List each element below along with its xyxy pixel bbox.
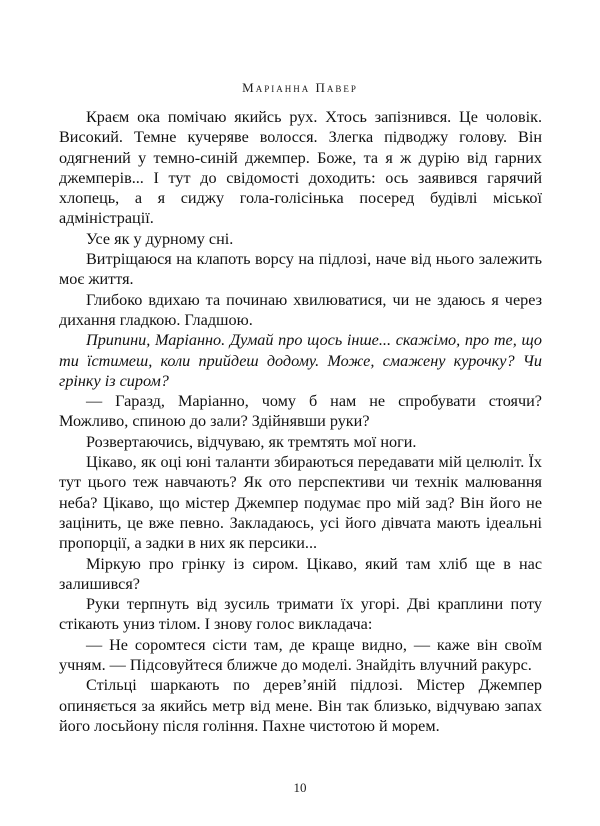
paragraph-dialogue: — Гаразд, Маріанно, чому б нам не спробувати стоячи? Можливо, спиною до зали? Здійнявши руки? <box>59 392 542 431</box>
running-header-author: Маріанна Павер <box>242 80 358 95</box>
paragraph: Усе як у дурному сні. <box>86 229 234 248</box>
paragraph: Міркую про грінку із сиром. Цікаво, який там хліб ще в нас залишився? <box>59 554 542 593</box>
paragraph-inner-monologue: Припини, Маріанно. Думай про щось інше... скажімо, про те, що ти їстимеш, коли прийдеш додому. Може, смажену курочку? Чи грінку із сиром? <box>59 331 542 390</box>
paragraph: Руки терпнуть від зусиль тримати їх угорі. Дві краплини поту стікають униз тілом. І знову голос викладача: <box>59 595 542 634</box>
paragraph-dialogue: — Не соромтеся сісти там, де краще видно, — каже він своїм учням. — Підсовуйтеся ближче до моделі. Знайдіть влучний ракурс. <box>59 635 542 675</box>
paragraph: Краєм ока помічаю якийсь рух. Хтось запізнився. Це чоловік. Високий. Темне кучеряве волосся. Злегка підводжу голову. Він одягнений у темно-синій джемпер. Боже, та я ж дурію від гарних джемперів... І тут до свідомості доходить: ось заявився гарячий хлопець, а я сиджу гола-голісінька посеред будівлі міської адміністрації. <box>59 108 542 228</box>
page-number: 10 <box>293 780 307 795</box>
paragraph: Цікаво, як оці юні таланти збираються передавати мій целюліт. Їх тут цього теж навчають? Як ото перспективи чи технік малювання неба? Цікаво, що містер Джемпер подумає про мій зад? Він його не зацінить, це вже певно. Закладаюсь, усі його дівчата мають ідеальні пропорції, а задки в них як персики... <box>59 453 542 553</box>
paragraph: Розвертаючись, відчуваю, як тремтять мої ноги. <box>86 432 417 451</box>
paragraph: Глибоко вдихаю та починаю хвилюватися, чи не здаюсь я через дихання гладкою. Гладшою. <box>59 290 542 329</box>
paragraph: Витріщаюся на клапоть ворсу на підлозі, наче від нього залежить моє життя. <box>59 250 542 289</box>
page-text <box>59 107 542 736</box>
paragraph: Стільці шаркають по дерев’яній підлозі. Містер Джемпер опиняється за якийсь метр від мене. Він так близько, відчуваю запах його лосьйону після гоління. Пахне чистотою й морем. <box>59 676 542 735</box>
